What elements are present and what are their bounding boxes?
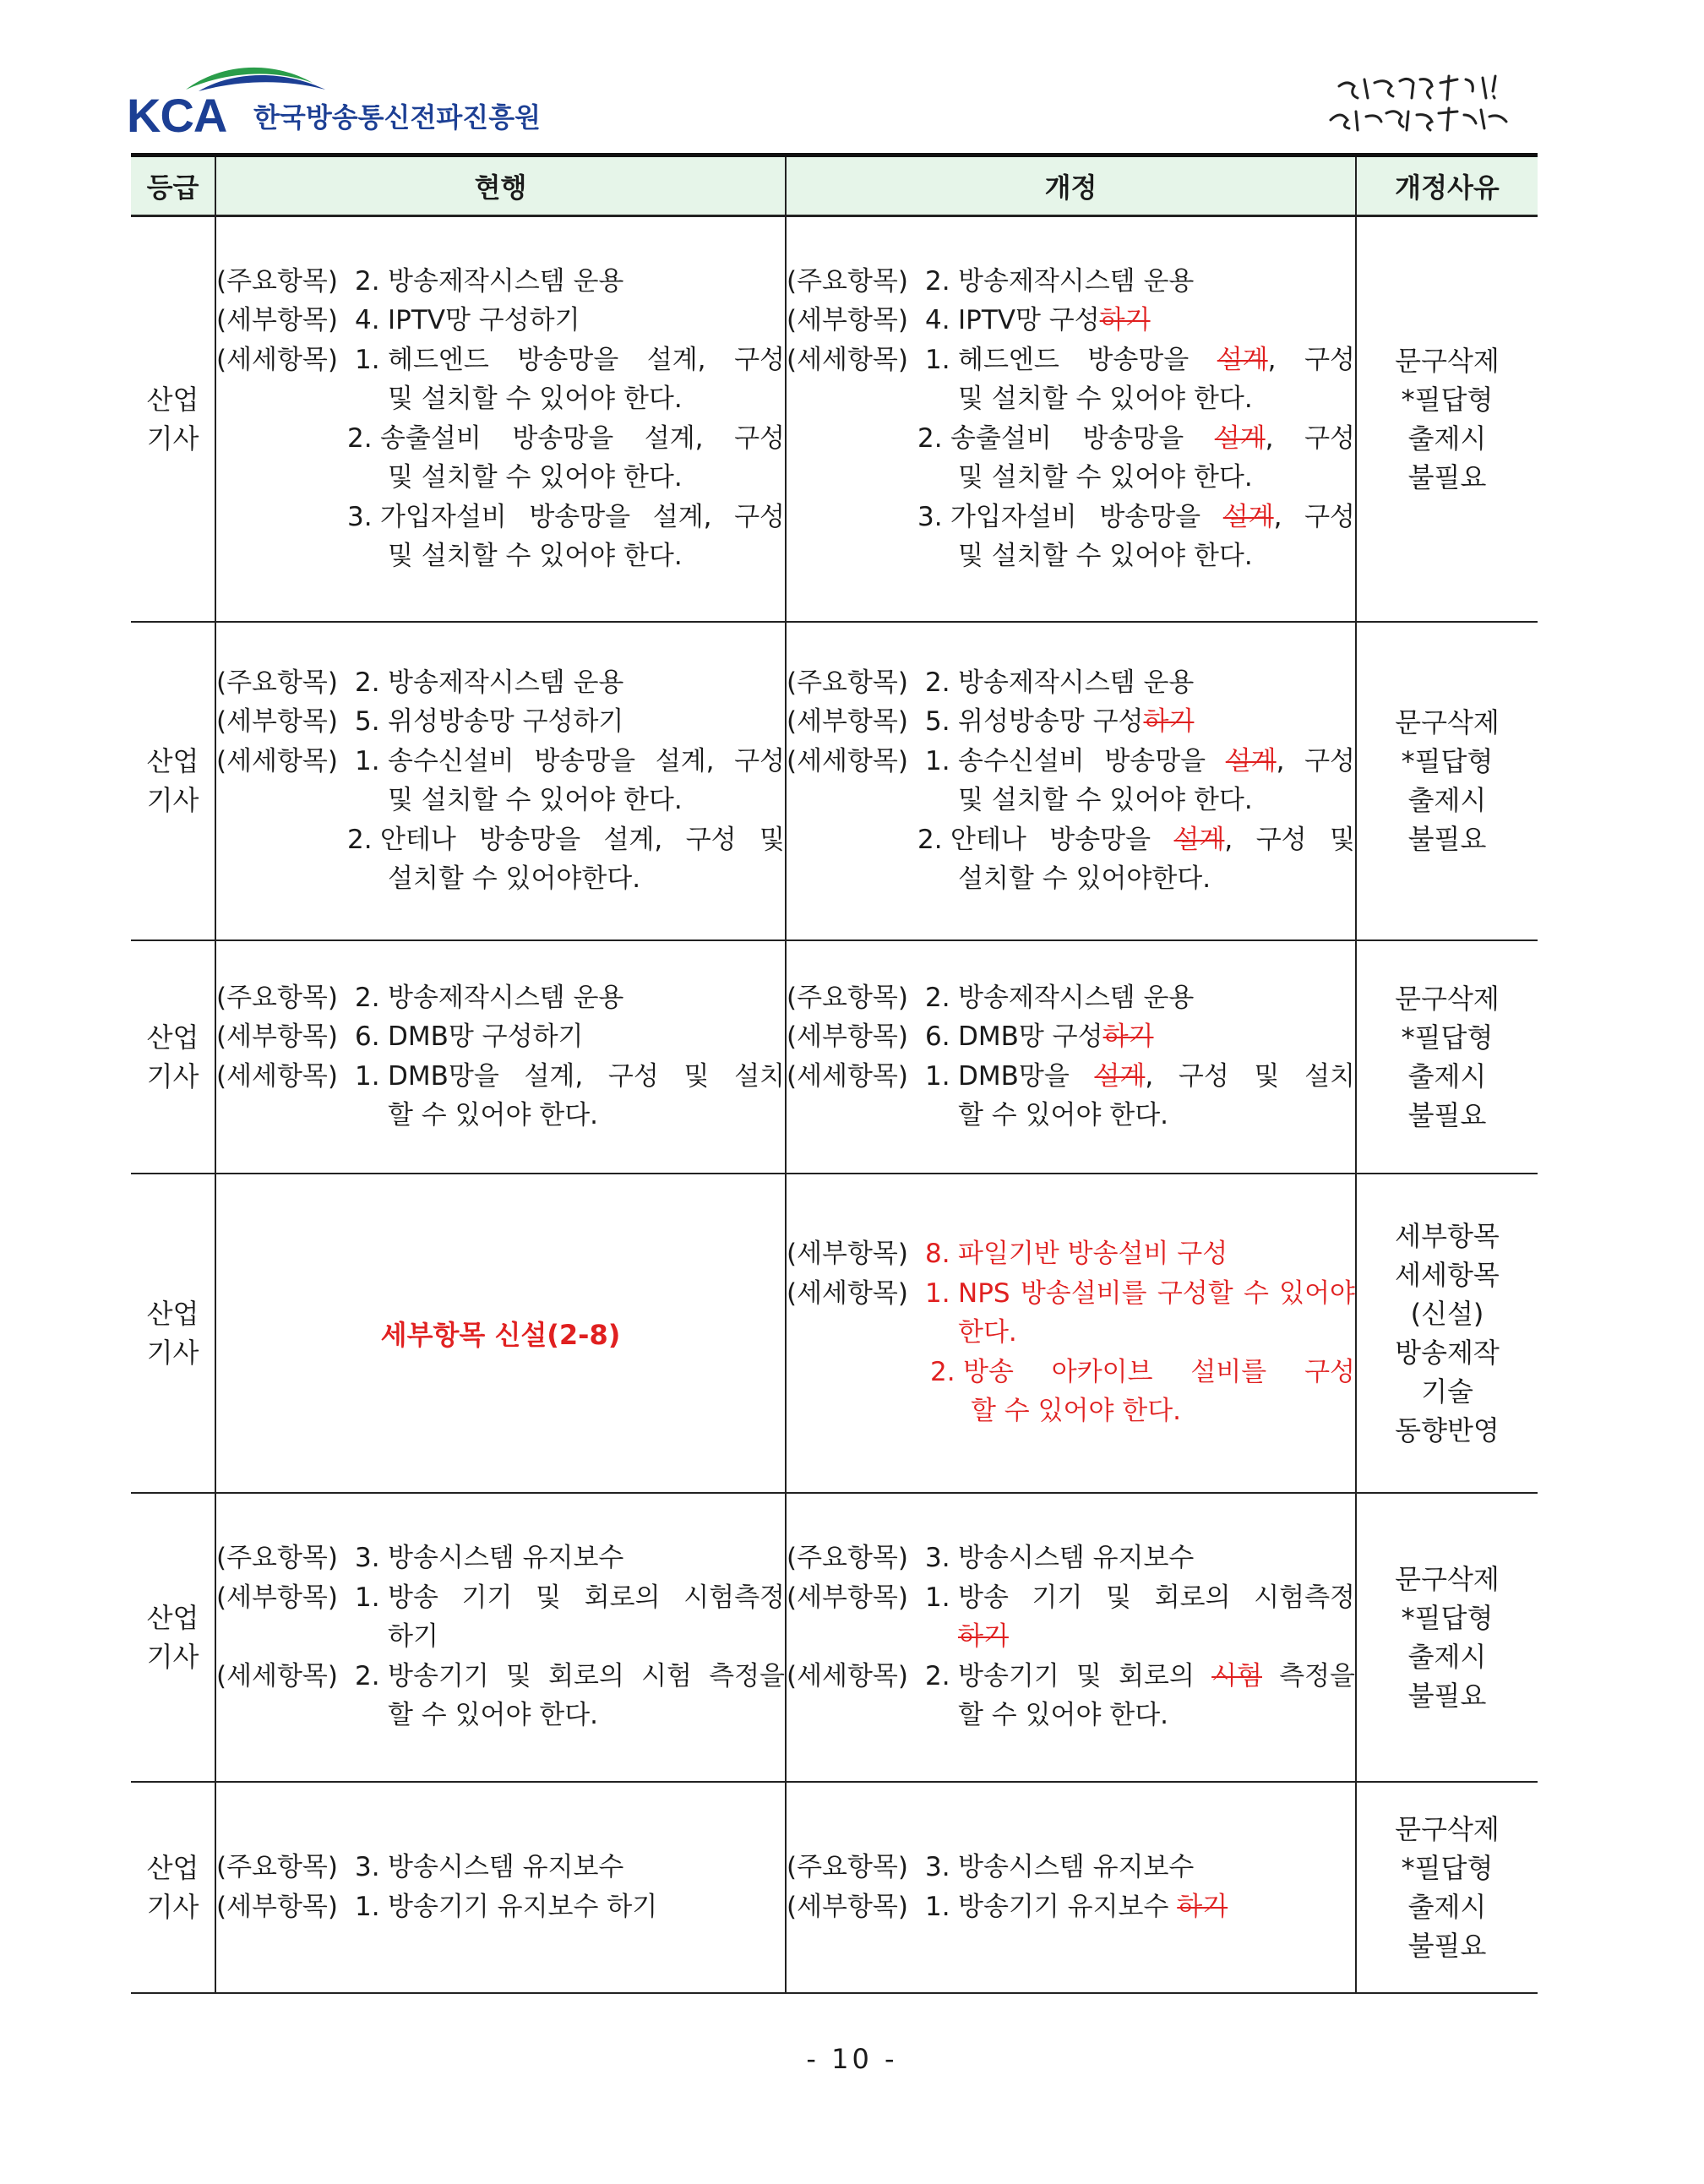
deleted-text: 설계 bbox=[1094, 1060, 1146, 1092]
table-row bbox=[131, 1782, 1538, 1993]
reason-line: 동향반영 bbox=[1395, 1413, 1500, 1446]
reason-line: 문구삭제 bbox=[1395, 1562, 1500, 1595]
reason-cell bbox=[1356, 940, 1538, 1174]
main-item: (주요항목) 3. 방송시스템 유지보수 bbox=[216, 1852, 624, 1882]
reason-line: *필답형 bbox=[1401, 383, 1494, 416]
detail-item: 2. 송출설비 방송망을 설계, 구성 bbox=[917, 422, 1355, 454]
detail-item: 2. 안테나 방송망을 설계, 구성 및 bbox=[917, 824, 1355, 855]
detail-item-cont: 및 설치할 수 있어야 한다. bbox=[388, 541, 683, 572]
reason-line: *필답형 bbox=[1401, 1021, 1494, 1054]
reason-line: 출제시 bbox=[1407, 784, 1487, 816]
reason-line: *필답형 bbox=[1401, 1601, 1494, 1634]
detail-item-cont: 설치할 수 있어야한다. bbox=[958, 863, 1211, 894]
detail-item-cont: 할 수 있어야 한다. bbox=[971, 1396, 1182, 1427]
main-item: (주요항목) 2. 방송제작시스템 운용 bbox=[216, 667, 624, 698]
reason-cell bbox=[1356, 216, 1538, 622]
detail-item: (세세항목) 1. 헤드엔드 방송망을 설계, 구성 bbox=[216, 344, 785, 375]
revised-cell bbox=[786, 1782, 1356, 1993]
header-grade: 등급 bbox=[131, 155, 215, 216]
sub-item: (세부항목) 5. 위성방송망 구성하기 bbox=[787, 706, 1195, 737]
table-row bbox=[131, 216, 1538, 622]
sub-item-cont: 하기 bbox=[388, 1621, 438, 1653]
reason-cell bbox=[1356, 622, 1538, 940]
sub-item: (세부항목) 1. 방송기기 유지보수 하기 bbox=[216, 1891, 658, 1922]
grade-line: 기사 bbox=[146, 784, 199, 816]
main-item: (주요항목) 2. 방송제작시스템 운용 bbox=[216, 982, 624, 1013]
reason-cell bbox=[1356, 1174, 1538, 1493]
organization-name: 한국방송통신전파진흥원 bbox=[253, 101, 542, 133]
revised-cell bbox=[786, 1493, 1356, 1782]
reason-line: 세부항목 bbox=[1395, 1219, 1500, 1252]
reason-line: 문구삭제 bbox=[1395, 1812, 1500, 1845]
deleted-text: 설계 bbox=[1225, 745, 1277, 776]
detail-item: (세세항목) 1. 헤드엔드 방송망을 설계, 구성 bbox=[787, 344, 1355, 375]
grade-cell bbox=[131, 1782, 215, 1993]
reason-line: 방송제작 bbox=[1395, 1336, 1500, 1369]
reason-line: 불필요 bbox=[1407, 1929, 1487, 1962]
grade-line: 산업 bbox=[146, 383, 199, 416]
revised-cell bbox=[786, 940, 1356, 1174]
grade-line: 산업 bbox=[146, 1021, 199, 1054]
table-header-row bbox=[131, 155, 1538, 216]
revision-table bbox=[131, 153, 1538, 1994]
reason-line: 문구삭제 bbox=[1395, 344, 1500, 377]
logo-text: KCA bbox=[127, 89, 227, 142]
detail-item-cont: 설치할 수 있어야한다. bbox=[388, 863, 641, 894]
sub-item-cont bbox=[787, 1617, 1355, 1657]
main-item: (주요항목) 2. 방송제작시스템 운용 bbox=[216, 265, 624, 297]
grade-line: 산업 bbox=[146, 1601, 199, 1634]
grade-cell bbox=[131, 1493, 215, 1782]
current-cell bbox=[215, 1782, 786, 1993]
main-item: (주요항목) 2. 방송제작시스템 운용 bbox=[787, 265, 1195, 297]
sub-item: (세부항목) 1. 방송 기기 및 회로의 시험측정 bbox=[216, 1582, 785, 1613]
main-item: (주요항목) 3. 방송시스템 유지보수 bbox=[787, 1852, 1195, 1882]
reason-line: 문구삭제 bbox=[1395, 706, 1500, 738]
reason-line: 불필요 bbox=[1407, 823, 1487, 855]
slogan-calligraphy bbox=[1322, 68, 1516, 135]
new-item-notice: 세부항목 신설(2-8) bbox=[215, 1174, 786, 1493]
reason-line: 출제시 bbox=[1407, 1890, 1487, 1923]
sub-item: (세부항목) 5. 위성방송망 구성하기 bbox=[216, 706, 624, 737]
sub-item: (세부항목) 4. IPTV망 구성하기 bbox=[216, 305, 580, 336]
detail-item-cont: 및 설치할 수 있어야 한다. bbox=[958, 785, 1253, 815]
detail-item: 2. 안테나 방송망을 설계, 구성 및 bbox=[347, 824, 785, 855]
reason-line: *필답형 bbox=[1401, 745, 1494, 777]
reason-line: 기술 bbox=[1421, 1375, 1473, 1408]
reason-line: 문구삭제 bbox=[1395, 982, 1500, 1015]
deleted-text: 하기 bbox=[1099, 305, 1151, 336]
page-header bbox=[127, 57, 1529, 142]
sub-item: (세부항목) 1. 방송 기기 및 회로의 시험측정 bbox=[787, 1582, 1355, 1613]
deleted-text: 하기 bbox=[1177, 1891, 1228, 1922]
detail-item: (세세항목) 1. DMB망을 설계, 구성 및 설치 bbox=[216, 1060, 785, 1092]
detail-item-cont: 및 설치할 수 있어야 한다. bbox=[958, 541, 1253, 572]
sub-item: (세부항목) 6. DMB망 구성하기 bbox=[216, 1021, 584, 1052]
grade-cell bbox=[131, 622, 215, 940]
main-item: (주요항목) 3. 방송시스템 유지보수 bbox=[787, 1543, 1195, 1574]
main-item: (주요항목) 2. 방송제작시스템 운용 bbox=[787, 982, 1195, 1013]
detail-item-cont: 및 설치할 수 있어야 한다. bbox=[958, 462, 1253, 493]
main-item: (주요항목) 2. 방송제작시스템 운용 bbox=[787, 667, 1195, 698]
sub-item: (세부항목) 1. 방송기기 유지보수 하기 bbox=[787, 1891, 1228, 1922]
detail-item: (세세항목) 1. 송수신설비 방송망을 설계, 구성 bbox=[216, 745, 785, 776]
grade-line: 산업 bbox=[146, 745, 199, 777]
table-row bbox=[131, 1493, 1538, 1782]
reason-cell bbox=[1356, 1782, 1538, 1993]
reason-line: 불필요 bbox=[1407, 460, 1487, 493]
reason-line: 출제시 bbox=[1407, 422, 1487, 455]
deleted-text: 설계 bbox=[1222, 501, 1274, 532]
sub-item: (세부항목) 4. IPTV망 구성하기 bbox=[787, 305, 1151, 336]
grade-line: 기사 bbox=[146, 422, 199, 455]
reason-line: 출제시 bbox=[1407, 1640, 1487, 1673]
header-current: 현행 bbox=[215, 155, 786, 216]
reason-line: *필답형 bbox=[1401, 1851, 1494, 1884]
reason-cell bbox=[1356, 1493, 1538, 1782]
grade-cell bbox=[131, 216, 215, 622]
grade-cell bbox=[131, 1174, 215, 1493]
grade-line: 산업 bbox=[146, 1851, 199, 1884]
logo-swoosh-icon bbox=[127, 57, 380, 91]
table-row bbox=[131, 940, 1538, 1174]
detail-item-cont: 할 수 있어야 한다. bbox=[388, 1700, 599, 1731]
reason-line: (신설) bbox=[1410, 1297, 1484, 1330]
detail-item: (세세항목) 1. NPS 방송설비를 구성할 수 있어야 bbox=[787, 1277, 1355, 1309]
detail-item-cont: 및 설치할 수 있어야 한다. bbox=[388, 462, 683, 493]
reason-line: 출제시 bbox=[1407, 1059, 1487, 1092]
detail-item: 3. 가입자설비 방송망을 설계, 구성 bbox=[917, 501, 1355, 532]
deleted-text: 설계 bbox=[1173, 824, 1225, 855]
reason-line: 세세항목 bbox=[1395, 1258, 1500, 1291]
detail-item: (세세항목) 2. 방송기기 및 회로의 시험 측정을 bbox=[787, 1660, 1355, 1691]
grade-line: 기사 bbox=[146, 1890, 199, 1923]
main-item: (주요항목) 3. 방송시스템 유지보수 bbox=[216, 1543, 624, 1574]
detail-item-cont: 할 수 있어야 한다. bbox=[958, 1100, 1169, 1130]
grade-line: 기사 bbox=[146, 1640, 199, 1673]
deleted-text: 설계 bbox=[1214, 422, 1266, 454]
revised-cell bbox=[786, 1174, 1356, 1493]
header-reason: 개정사유 bbox=[1356, 155, 1538, 216]
current-cell bbox=[215, 622, 786, 940]
reason-line: 불필요 bbox=[1407, 1098, 1487, 1131]
grade-line: 기사 bbox=[146, 1059, 199, 1092]
header-revised: 개정 bbox=[786, 155, 1356, 216]
grade-line: 산업 bbox=[146, 1297, 199, 1330]
current-cell bbox=[215, 1493, 786, 1782]
table-row bbox=[131, 622, 1538, 940]
deleted-text: 하기 bbox=[1102, 1021, 1154, 1052]
detail-item: 2. 송출설비 방송망을 설계, 구성 bbox=[347, 422, 785, 454]
detail-item-cont: 및 설치할 수 있어야 한다. bbox=[958, 384, 1253, 415]
revised-cell bbox=[786, 216, 1356, 622]
reason-line: 불필요 bbox=[1407, 1679, 1487, 1712]
kca-logo bbox=[127, 57, 676, 142]
detail-item: 3. 가입자설비 방송망을 설계, 구성 bbox=[347, 501, 785, 532]
sub-item: (세부항목) 6. DMB망 구성하기 bbox=[787, 1021, 1154, 1052]
detail-item-cont: 할 수 있어야 한다. bbox=[958, 1700, 1169, 1731]
revised-cell bbox=[786, 622, 1356, 940]
current-cell bbox=[215, 216, 786, 622]
detail-item: (세세항목) 1. 송수신설비 방송망을 설계, 구성 bbox=[787, 745, 1355, 776]
page-number: - 10 - bbox=[806, 2043, 898, 2075]
table-row bbox=[131, 1174, 1538, 1493]
grade-cell bbox=[131, 940, 215, 1174]
sub-item: (세부항목) 8. 파일기반 방송설비 구성 bbox=[787, 1239, 1228, 1270]
current-cell bbox=[215, 940, 786, 1174]
deleted-text: 시험 bbox=[1211, 1660, 1262, 1691]
detail-item: (세세항목) 2. 방송기기 및 회로의 시험 측정을 bbox=[216, 1660, 785, 1691]
detail-item-cont: 및 설치할 수 있어야 한다. bbox=[388, 384, 683, 415]
grade-line: 기사 bbox=[146, 1336, 199, 1369]
detail-item-cont: 및 설치할 수 있어야 한다. bbox=[388, 785, 683, 815]
deleted-text: 설계 bbox=[1217, 344, 1268, 375]
deleted-text: 하기 bbox=[958, 1621, 1009, 1653]
detail-item-cont: 할 수 있어야 한다. bbox=[388, 1100, 599, 1130]
detail-item: (세세항목) 1. DMB망을 설계, 구성 및 설치 bbox=[787, 1060, 1355, 1092]
deleted-text: 하기 bbox=[1143, 706, 1195, 737]
detail-item-cont: 한다. bbox=[958, 1317, 1017, 1348]
detail-item: 2. 방송 아카이브 설비를 구성 bbox=[930, 1356, 1355, 1387]
